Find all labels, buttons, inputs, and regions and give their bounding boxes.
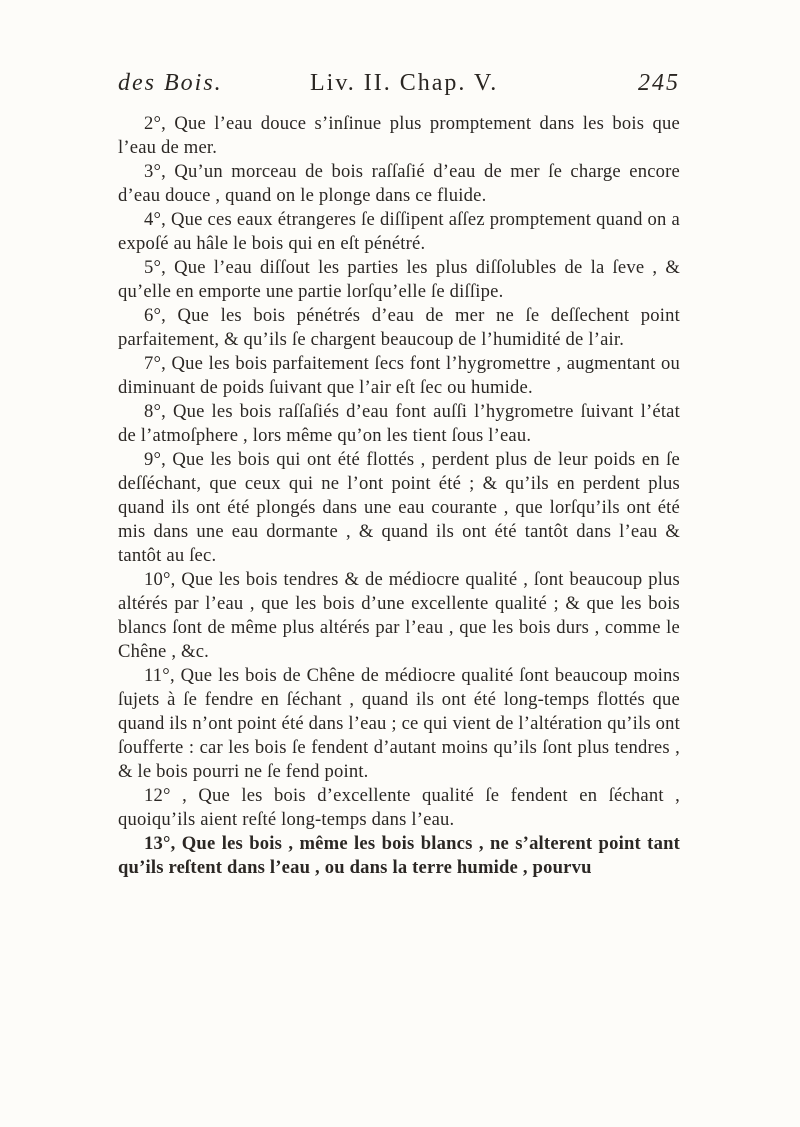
running-head-chapter: Liv. II. Chap. V. bbox=[310, 70, 499, 96]
running-head-section: des Bois. bbox=[118, 70, 223, 96]
paragraph-3: 3°, Qu’un morceau de bois raſſaſié d’eau de mer ſe charge encore d’eau douce , quand on le plonge dans ce fluide. bbox=[118, 161, 680, 206]
paragraph-11: 11°, Que les bois de Chêne de médiocre qualité ſont beaucoup moins ſujets à ſe fendre en ſéchant , quand ils ont été long-temps flottés que quand ils n’ont point été dans l’eau ; ce qui vient de l’altération qu’ils ont ſoufferte : car les bois ſe fendent d’autant moins qu’ils ſont plus tendres , & le bois pourri ne ſe fend point. bbox=[118, 665, 680, 782]
paragraph-2: 2°, Que l’eau douce s’inſinue plus promptement dans les bois que l’eau de mer. bbox=[118, 113, 680, 158]
paragraph-13: 13°, Que les bois , même les bois blancs , ne s’alterent point tant qu’ils reſtent dans l’eau , ou dans la terre humide , pourvu bbox=[118, 833, 680, 878]
paragraph-12: 12° , Que les bois d’excellente qualité ſe fendent en ſéchant , quoiqu’ils aient reſté long-temps dans l’eau. bbox=[118, 785, 680, 830]
page-number: 245 bbox=[638, 70, 680, 96]
paragraph-4: 4°, Que ces eaux étrangeres ſe diſſipent aſſez promptement quand on a expoſé au hâle le bois qui en eſt pénétré. bbox=[118, 209, 680, 254]
running-head bbox=[118, 70, 680, 106]
body-text bbox=[118, 112, 680, 880]
paragraph-8: 8°, Que les bois raſſaſiés d’eau font auſſi l’hygrometre ſuivant l’état de l’atmoſphere , lors même qu’on les tient ſous l’eau. bbox=[118, 401, 680, 446]
paragraph-5: 5°, Que l’eau diſſout les parties les plus diſſolubles de la ſeve , & qu’elle en emporte une partie lorſqu’elle ſe diſſipe. bbox=[118, 257, 680, 302]
paragraph-7: 7°, Que les bois parfaitement ſecs font l’hygromettre , augmentant ou diminuant de poids ſuivant que l’air eſt ſec ou humide. bbox=[118, 353, 680, 398]
paragraph-10: 10°, Que les bois tendres & de médiocre qualité , ſont beaucoup plus altérés par l’eau , que les bois d’une excellente qualité ; & que les bois blancs ſont de même plus altérés par l’eau , que les bois durs , comme le Chêne , &c. bbox=[118, 569, 680, 662]
paragraph-6: 6°, Que les bois pénétrés d’eau de mer ne ſe deſſechent point parfaitement, & qu’ils ſe chargent beaucoup de l’humidité de l’air. bbox=[118, 305, 680, 350]
paragraph-9: 9°, Que les bois qui ont été flottés , perdent plus de leur poids en ſe deſſéchant, que ceux qui ne l’ont point été ; & qu’ils en perdent plus quand ils ont été plongés dans une eau courante , que lorſqu’ils ont été mis dans une eau dormante , & quand ils ont été tantôt dans l’eau & tantôt au ſec. bbox=[118, 449, 680, 566]
